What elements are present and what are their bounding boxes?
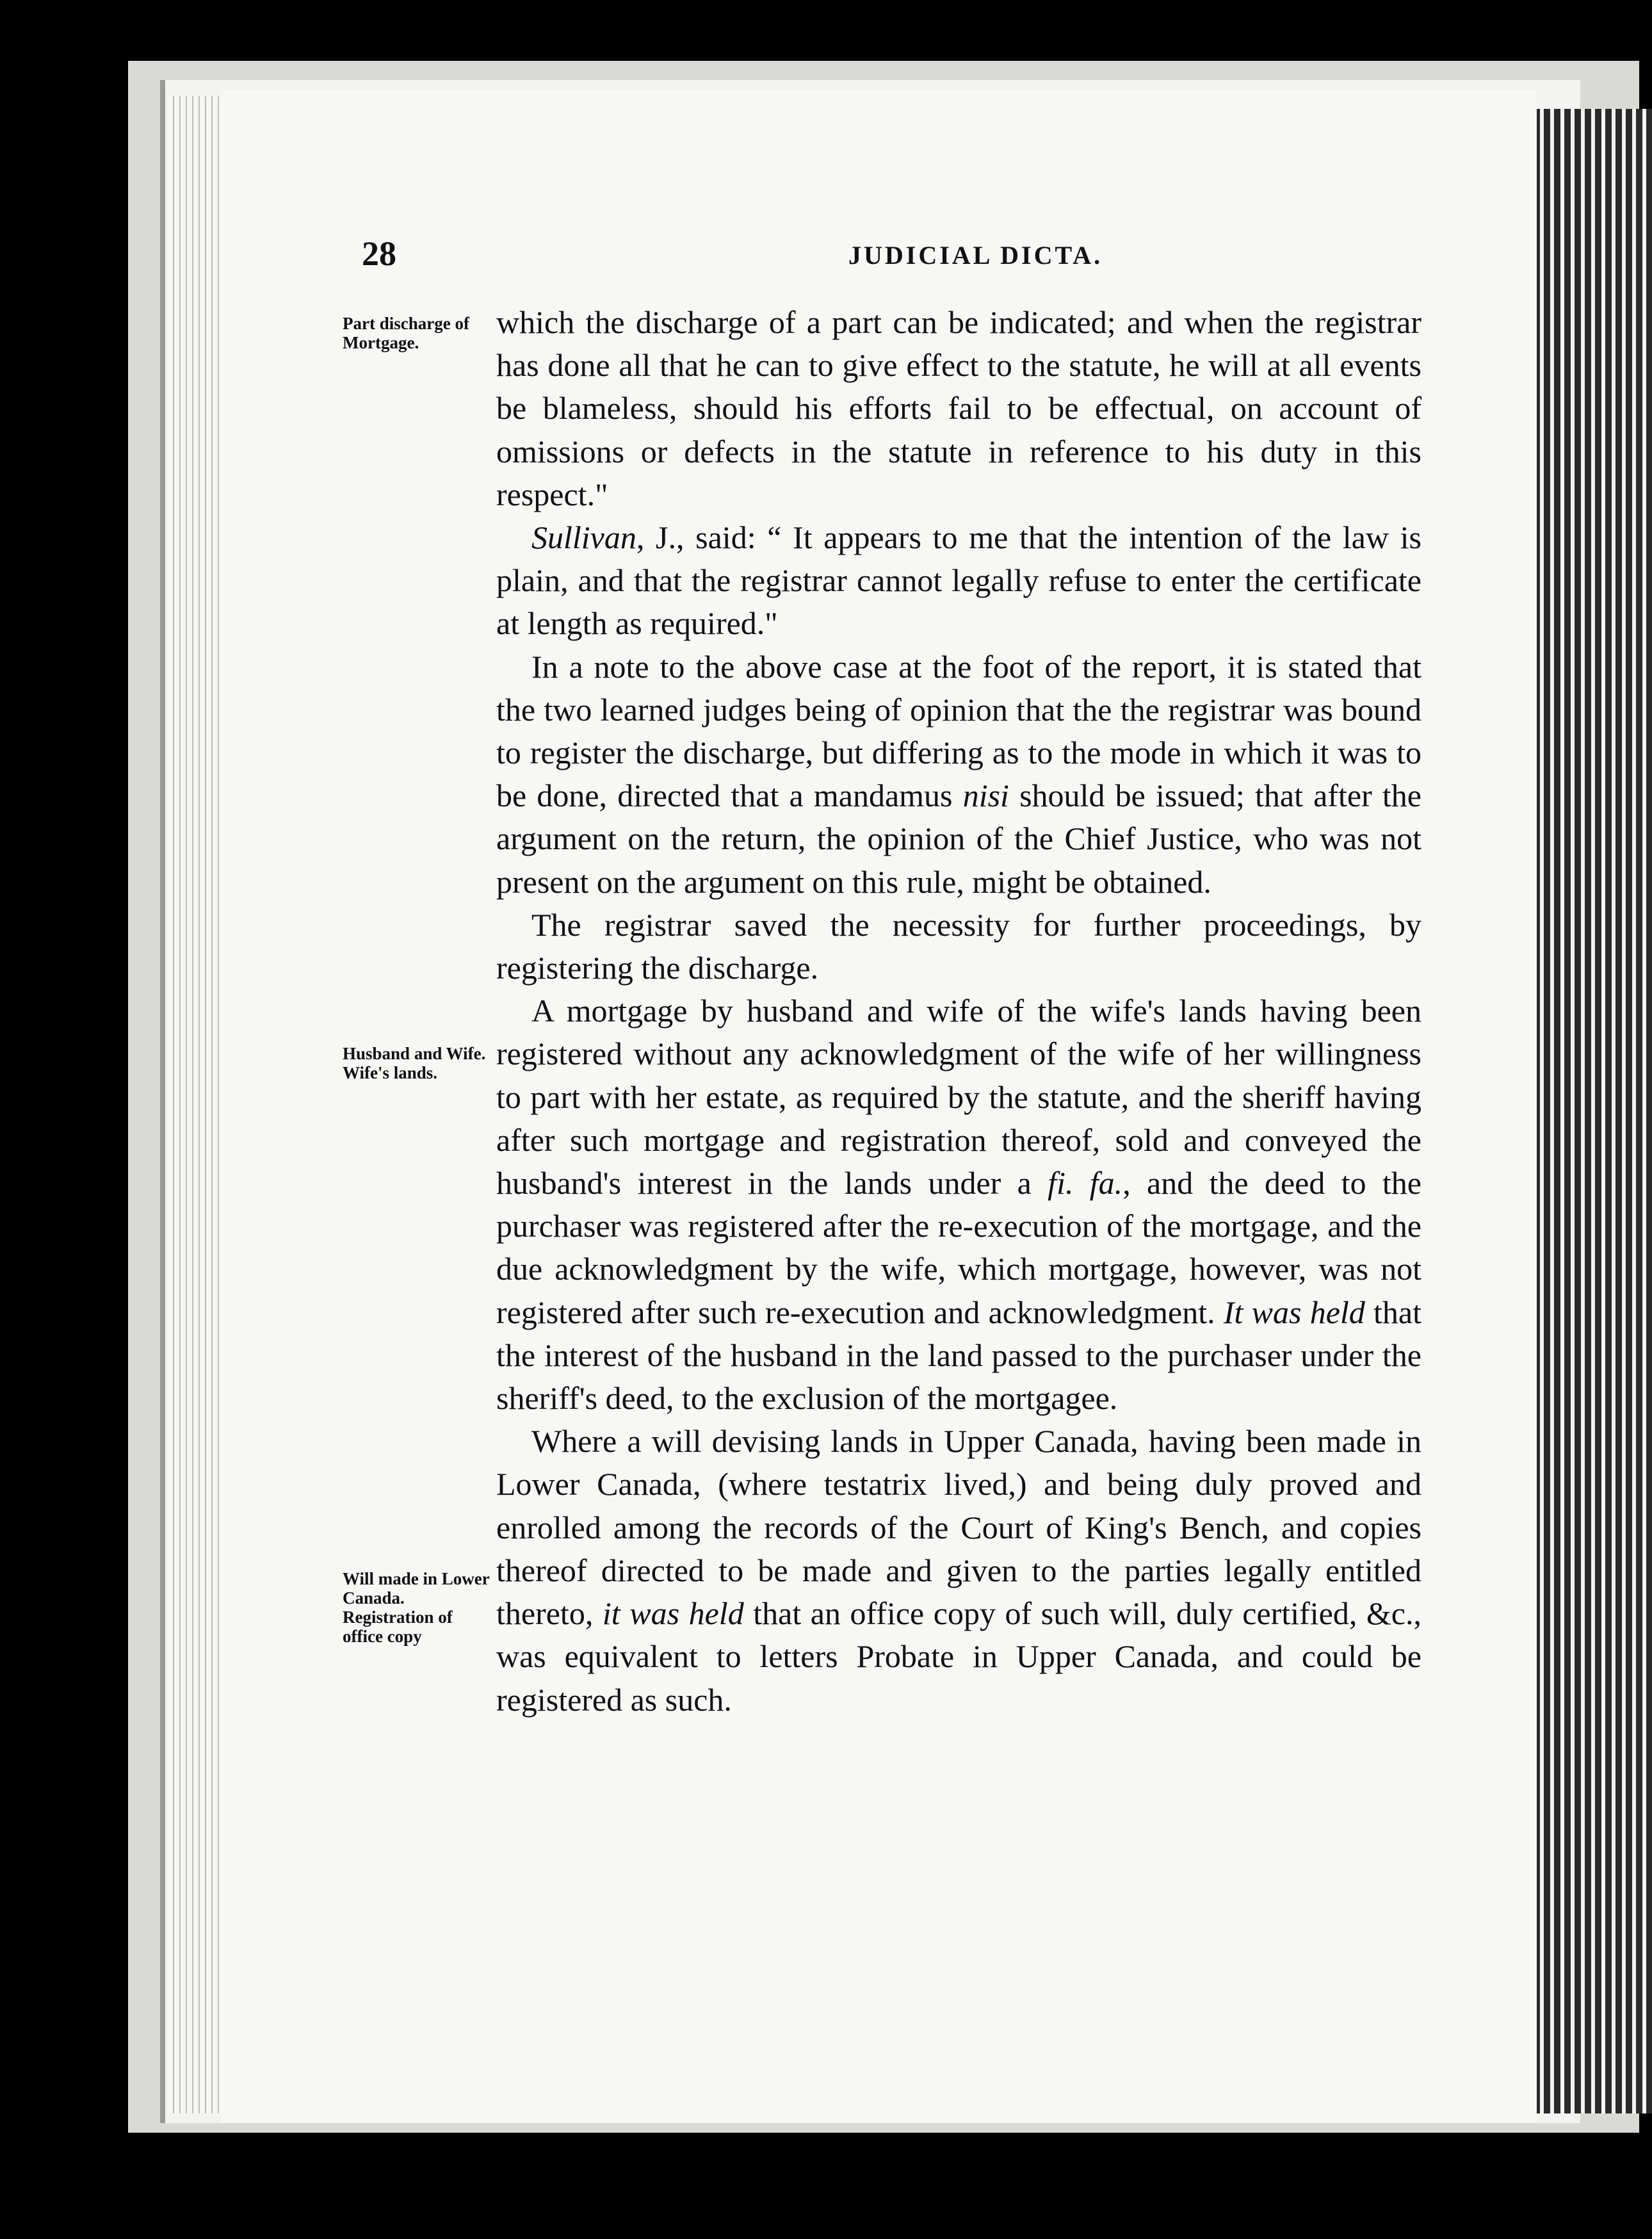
margin-note-part-discharge: Part discharge of Mortgage.: [343, 314, 469, 352]
paragraph-5-text-c: that the interest of the husband in the land passed to the purchaser under the sheriff's deed, to the exclusion of the mortgagee.: [496, 1294, 1421, 1417]
paragraph-6-italic: it was held: [602, 1595, 744, 1632]
paragraph-5-italic-a: fi. fa.: [1048, 1165, 1123, 1201]
scan-border: [0, 2133, 1652, 2239]
paragraph-6: [496, 1420, 1421, 1721]
margin-note-will-lower-canada: Will made in Lower Canada. Registration of office copy: [343, 1569, 490, 1646]
paragraph-4: The registrar saved the necessity for further proceedings, by registering the discharge.: [496, 906, 1421, 986]
paragraph-3-text-b: should be issued; that after the argument on the return, the opinion of the Chief Justice, who was not present on the argument on this rule, might be obtained.: [496, 778, 1421, 900]
body-text: [496, 301, 1421, 1722]
paragraph-5-text-b: , and the deed to the purchaser was registered after the re-execution of the mortgage, and the due acknowledgment by the wife, which mortgage, however, was not registered after such re-execution and acknowledgment.: [496, 1165, 1421, 1330]
judge-name: Sullivan: [531, 519, 636, 556]
paragraph-2-text: , J., said: “ It appears to me that the intention of the law is plain, and that the registrar cannot legally refuse to enter the certificate at length as required.": [496, 519, 1421, 642]
paragraph-3-text-a: In a note to the above case at the foot of the report, it is stated that the two learned judges being of opinion that the the registrar was bound to register the discharge, but differing as to the mode in which it was to be done, directed that a mandamus: [496, 648, 1421, 814]
right-page-edges: [1534, 109, 1652, 2113]
paragraph-3: [496, 646, 1421, 904]
running-head: [362, 234, 1431, 279]
page-stack-lines: [168, 96, 225, 2113]
paragraph-1: which the discharge of a part can be indicated; and when the registrar has done all that he can to give effect to the statute, he will at all events be blameless, should his efforts fail to be effectual, on account of omissions or defects in the statute in reference to his duty in this respect.": [496, 304, 1421, 512]
paragraph-5: [496, 989, 1421, 1420]
page-number: 28: [362, 234, 396, 273]
paragraph-6-text-b: that an office copy of such will, duly certified, &c., was equivalent to letters Probate in Upper Canada, and could be registered as such.: [496, 1595, 1421, 1718]
paragraph-5-italic-b: It was held: [1223, 1294, 1365, 1330]
margin-note-husband-wife: Husband and Wife. Wife's lands.: [343, 1044, 486, 1082]
paragraph-2: [496, 516, 1421, 646]
running-title: JUDICIAL DICTA.: [848, 241, 1103, 270]
paragraph-3-italic: nisi: [962, 778, 1009, 814]
paragraph-6-text-a: Where a will devising lands in Upper Canada, having been made in Lower Canada, (where testatrix lived,) and being duly proved and enrolled among the records of the Court of King's Bench, and copies thereof directed to be made and given to the parties legally entitled thereto,: [496, 1423, 1421, 1632]
paragraph-5-text-a: A mortgage by husband and wife of the wife's lands having been registered without any acknowledgment of the wife of her willingness to part with her estate, as required by the statute, and the sheriff having after such mortgage and registration thereof, sold and conveyed the husband's interest in the lands under a: [496, 993, 1421, 1201]
